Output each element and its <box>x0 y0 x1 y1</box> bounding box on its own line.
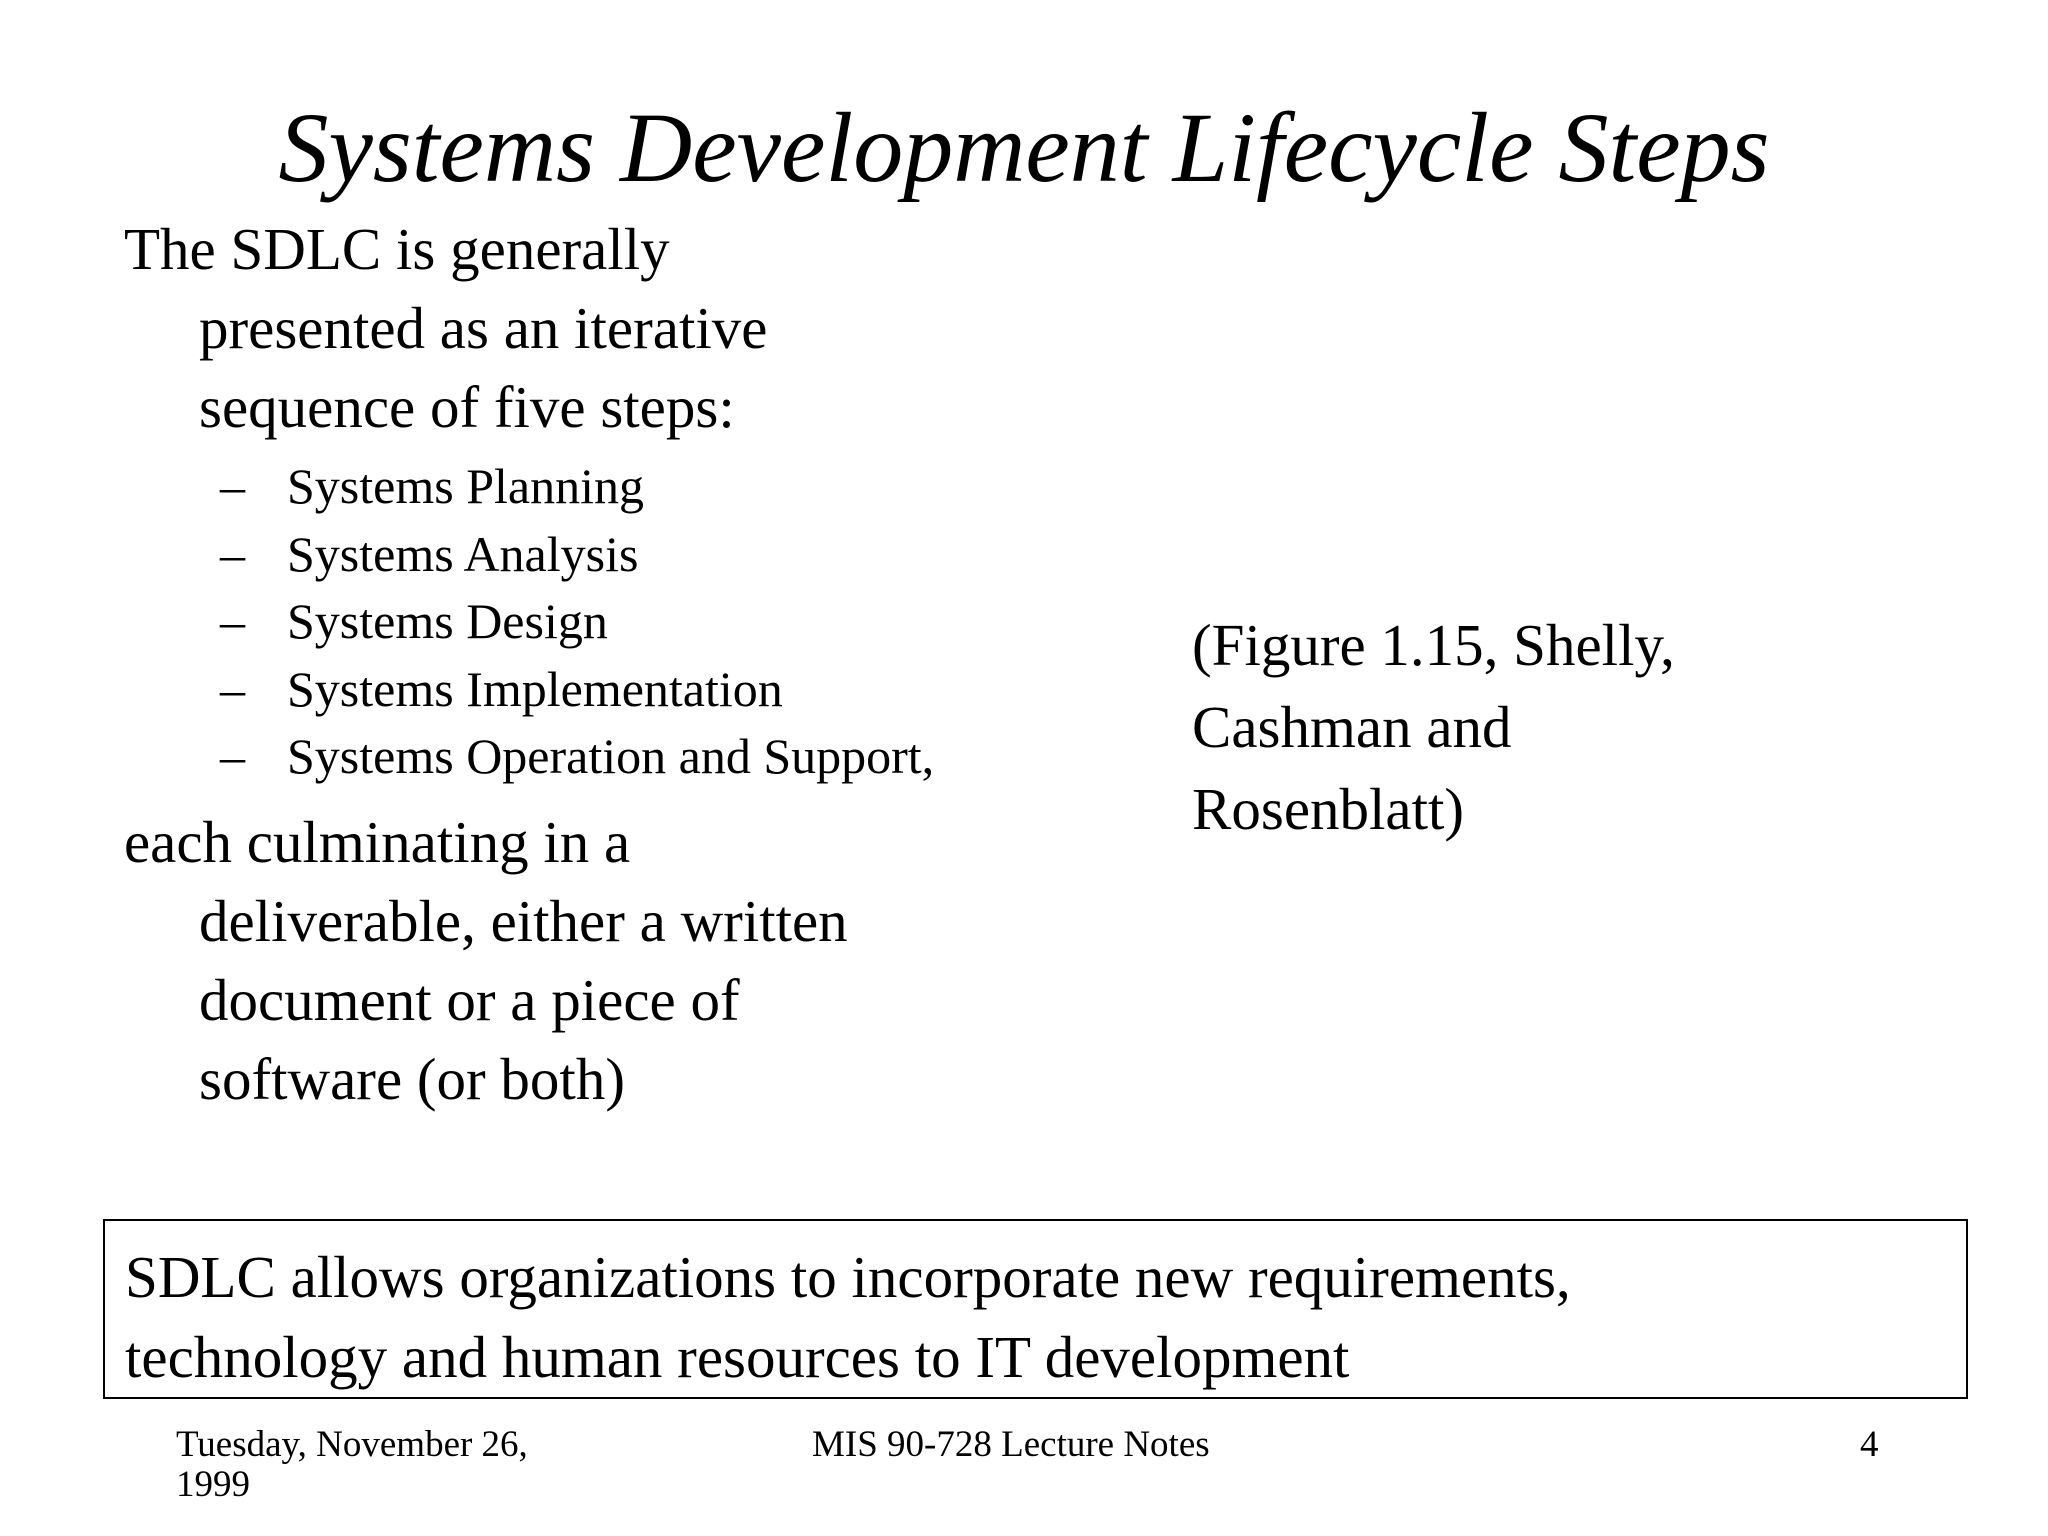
step-label: Systems Planning <box>287 458 644 514</box>
dash-bullet-icon: – <box>220 525 245 582</box>
figure-reference <box>1192 604 1675 850</box>
outro-line: each culminating in a <box>124 808 631 875</box>
callout-line: technology and human resources to IT development <box>125 1324 1350 1390</box>
step-label: Systems Analysis <box>287 525 639 582</box>
sdlc-steps-list <box>124 453 1124 791</box>
footer-page-number: 4 <box>1860 1424 1879 1465</box>
step-label: Systems Operation and Support, <box>287 728 935 784</box>
outro-line: software (or both) <box>199 1045 625 1112</box>
callout-line: SDLC allows organizations to incorporate new requirements, <box>125 1244 1571 1310</box>
dash-bullet-icon: – <box>220 458 245 514</box>
dash-bullet-icon: – <box>220 728 245 784</box>
slide-title: Systems Development Lifecycle Steps <box>278 92 1770 203</box>
intro-line: The SDLC is generally <box>124 216 670 282</box>
step-item-operation-support <box>124 723 1124 791</box>
summary-callout-box <box>103 1219 1968 1399</box>
step-label: Systems Implementation <box>287 660 783 717</box>
figure-reference-line: Cashman and <box>1192 694 1512 760</box>
step-item-design <box>124 588 1124 656</box>
dash-bullet-icon: – <box>220 593 245 649</box>
outro-line: document or a piece of <box>199 966 740 1033</box>
outro-line: deliverable, either a written <box>199 887 848 954</box>
intro-line: sequence of five steps: <box>199 374 735 440</box>
step-label: Systems Design <box>287 593 608 649</box>
step-item-analysis <box>124 521 1124 589</box>
dash-bullet-icon: – <box>220 660 245 717</box>
intro-paragraph <box>124 210 1124 447</box>
footer-date <box>176 1425 528 1505</box>
footer-date-line: Tuesday, November 26, <box>176 1424 528 1465</box>
footer-date-line: 1999 <box>176 1464 250 1505</box>
figure-reference-line: Rosenblatt) <box>1192 776 1465 842</box>
intro-line: presented as an iterative <box>199 295 768 361</box>
step-item-implementation <box>124 656 1124 724</box>
left-column <box>124 210 1124 1119</box>
step-item-planning <box>124 453 1124 521</box>
figure-reference-line: (Figure 1.15, Shelly, <box>1192 612 1675 678</box>
outro-paragraph <box>124 803 1124 1119</box>
footer-course-title: MIS 90-728 Lecture Notes <box>812 1424 1210 1465</box>
